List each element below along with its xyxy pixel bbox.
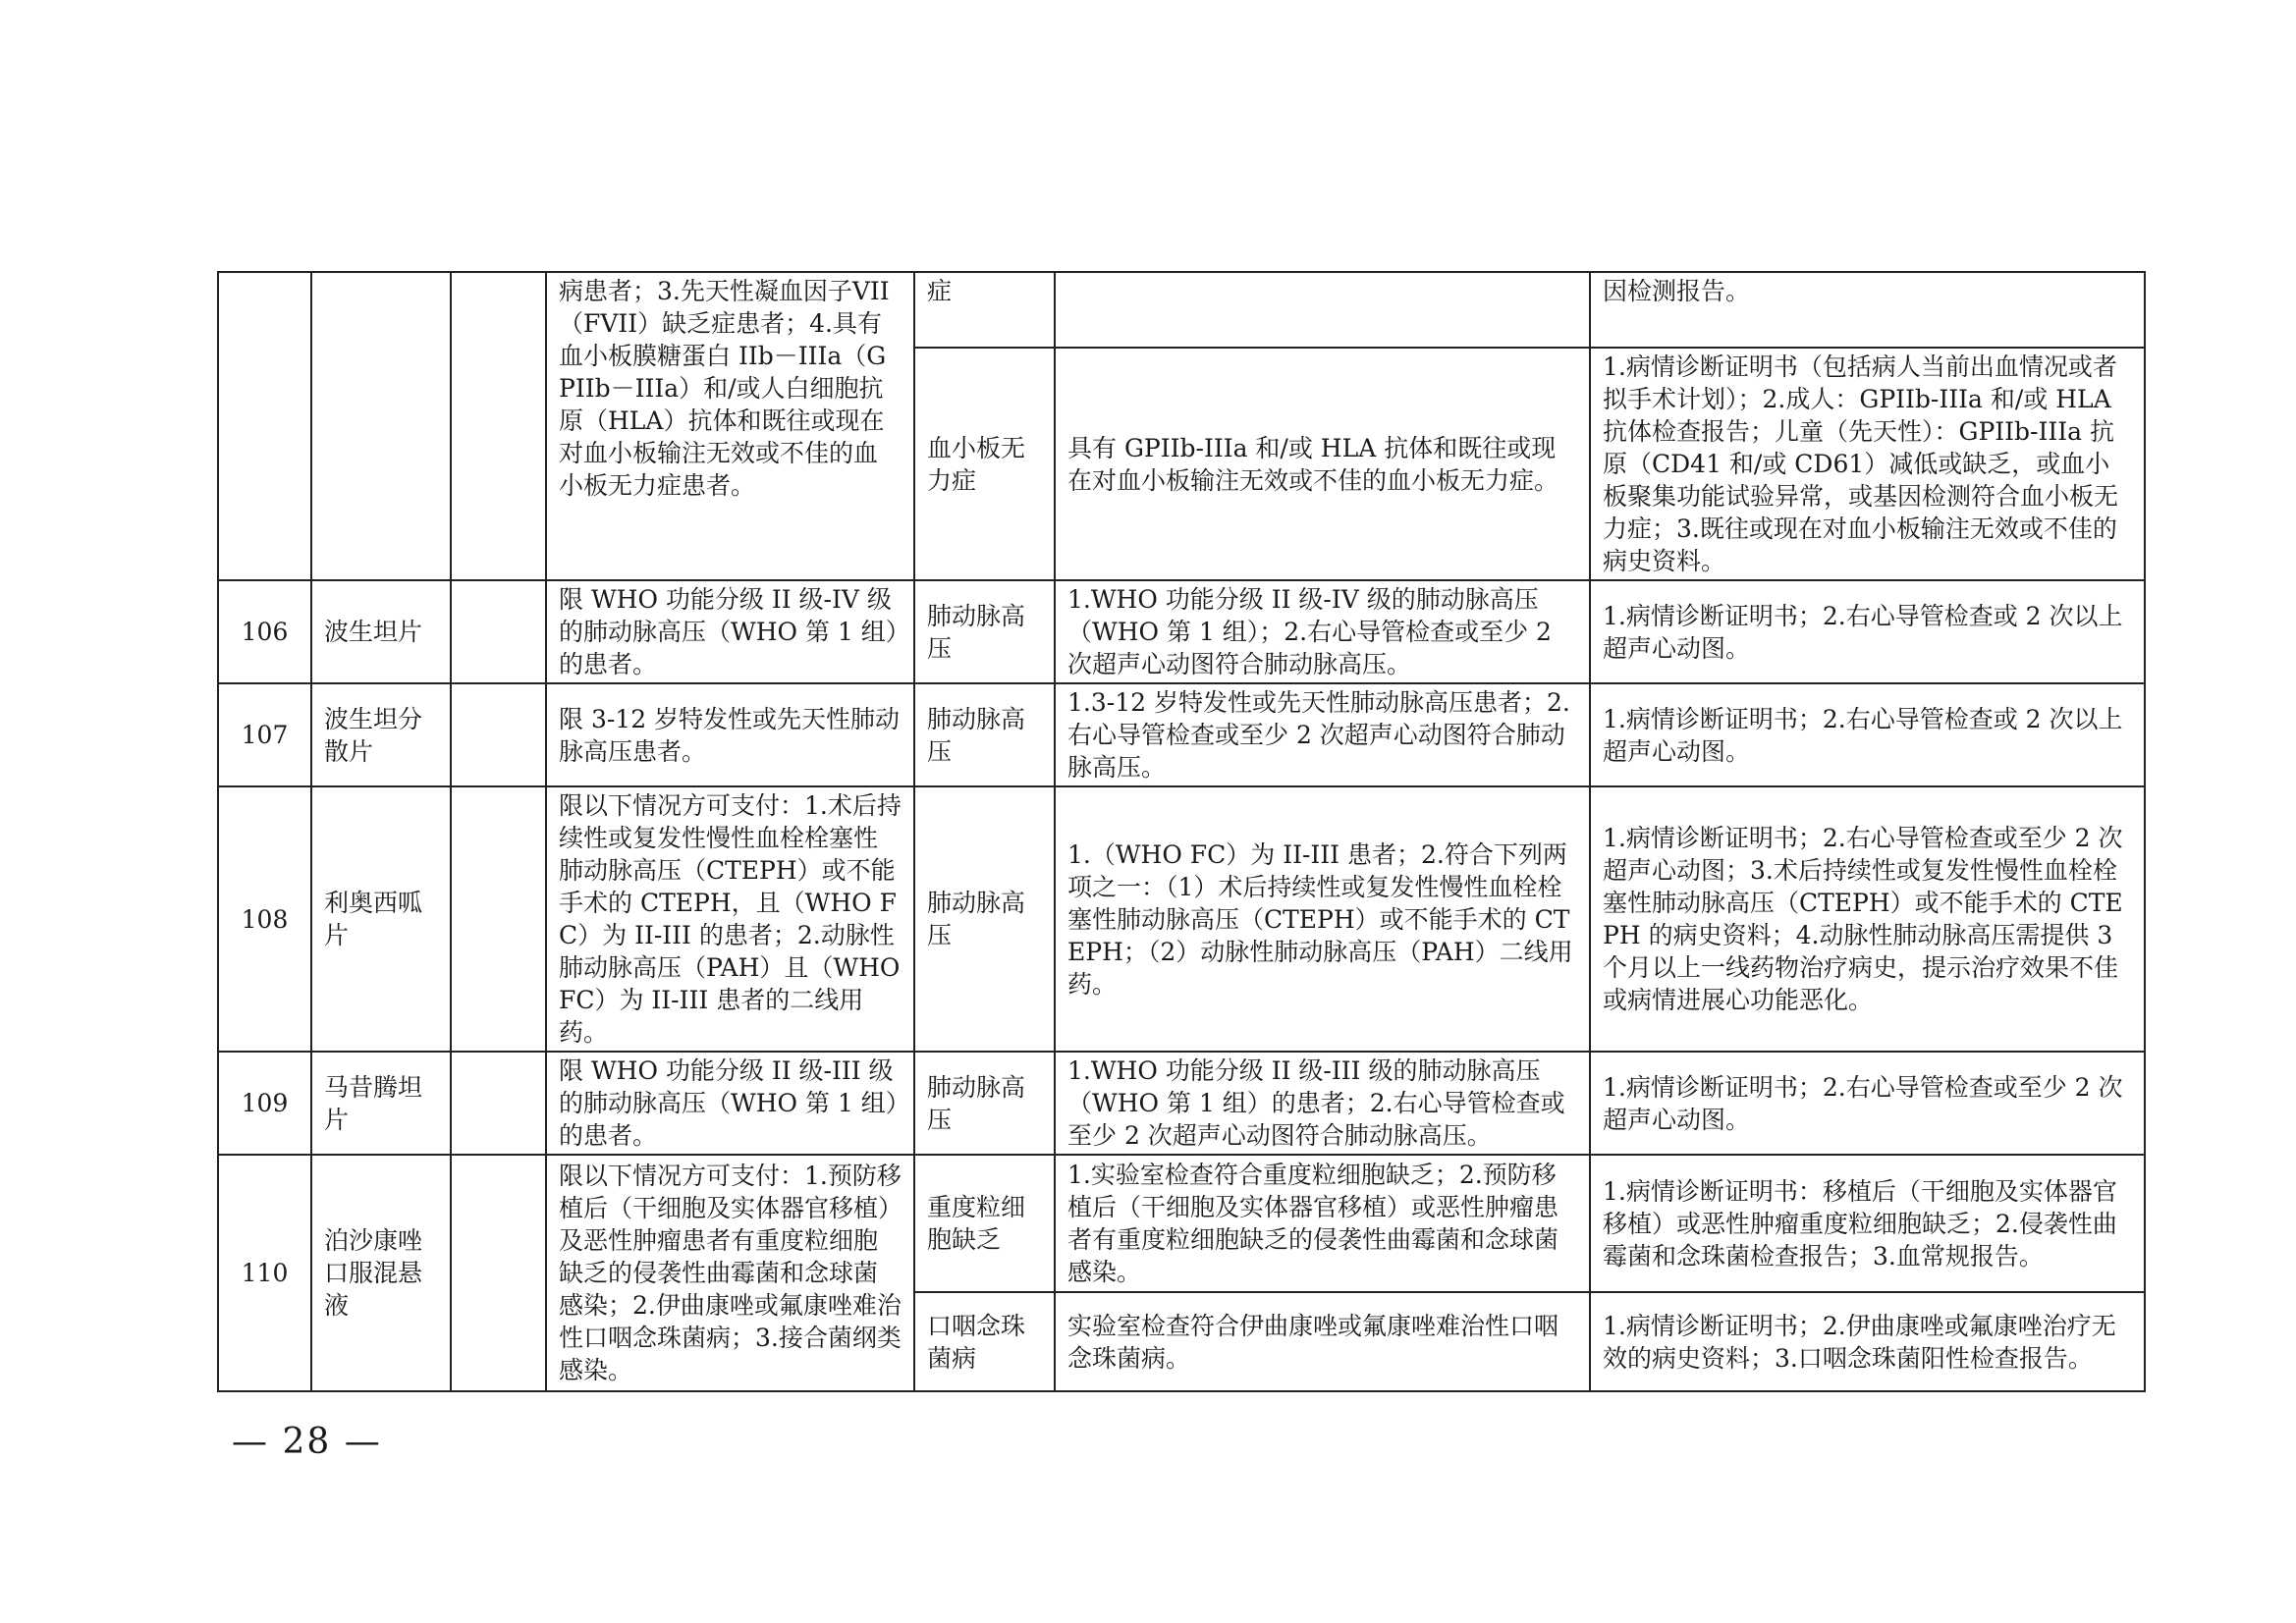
criteria-cell: 1.WHO 功能分级 II 级-III 级的肺动脉高压（WHO 第 1 组）的患者；2.右心导管检查或至少 2 次超声心动图符合肺动脉高压。 (1055, 1052, 1590, 1155)
drug-name-cell: 利奥西呱片 (311, 786, 451, 1052)
row-number-cell: 106 (218, 580, 311, 683)
row-number-cell: 109 (218, 1052, 311, 1155)
page-number: — 28 — (232, 1422, 382, 1462)
code-cell (451, 272, 546, 580)
table-row (218, 683, 2145, 786)
indication-cell: 限 WHO 功能分级 II 级-III 级的肺动脉高压（WHO 第 1 组）的患者。 (546, 1052, 914, 1155)
disease-cell: 症 (914, 272, 1055, 348)
table-row (218, 1052, 2145, 1155)
indication-cell: 限以下情况方可支付：1.预防移植后（干细胞及实体器官移植）及恶性肿瘤患者有重度粒细胞缺乏的侵袭性曲霉菌和念球菌感染；2.伊曲康唑或氟康唑难治性口咽念珠菌病；3.接合菌纲类感染。 (546, 1155, 914, 1391)
disease-cell: 口咽念珠菌病 (914, 1292, 1055, 1391)
disease-cell: 肺动脉高压 (914, 580, 1055, 683)
indication-cell: 限 3-12 岁特发性或先天性肺动脉高压患者。 (546, 683, 914, 786)
materials-cell: 1.病情诊断证明书；2.伊曲康唑或氟康唑治疗无效的病史资料；3.口咽念珠菌阳性检查报告。 (1590, 1292, 2145, 1391)
row-number-cell: 108 (218, 786, 311, 1052)
code-cell (451, 1052, 546, 1155)
code-cell (451, 683, 546, 786)
row-number-cell (218, 272, 311, 580)
disease-cell: 肺动脉高压 (914, 1052, 1055, 1155)
materials-cell: 1.病情诊断证明书（包括病人当前出血情况或者拟手术计划）；2.成人：GPIIb-IIIa 和/或 HLA 抗体检查报告；儿童（先天性）：GPIIb-IIIa 抗原（CD41 和/或 CD61）减低或缺乏，或血小板聚集功能试验异常，或基因检测符合血小板无力症；3.既往或现在对血小板输注无效或不佳的病史资料。 (1590, 348, 2145, 580)
indication-cell: 限 WHO 功能分级 II 级-IV 级的肺动脉高压（WHO 第 1 组）的患者。 (546, 580, 914, 683)
drug-name-cell: 波生坦片 (311, 580, 451, 683)
criteria-cell: 具有 GPIIb-IIIa 和/或 HLA 抗体和既往或现在对血小板输注无效或不佳的血小板无力症。 (1055, 348, 1590, 580)
materials-cell: 1.病情诊断证明书；2.右心导管检查或 2 次以上超声心动图。 (1590, 683, 2145, 786)
indication-cell: 限以下情况方可支付：1.术后持续性或复发性慢性血栓栓塞性肺动脉高压（CTEPH）或不能手术的 CTEPH，且（WHO FC）为 II-III 的患者；2.动脉性肺动脉高压（PAH）且（WHO FC）为 II-III 患者的二线用药。 (546, 786, 914, 1052)
materials-cell: 1.病情诊断证明书；2.右心导管检查或至少 2 次超声心动图；3.术后持续性或复发性慢性血栓栓塞性肺动脉高压（CTEPH）或不能手术的 CTEPH 的病史资料；4.动脉性肺动脉高压需提供 3 个月以上一线药物治疗病史，提示治疗效果不佳或病情进展心功能恶化。 (1590, 786, 2145, 1052)
disease-cell: 重度粒细胞缺乏 (914, 1155, 1055, 1292)
row-number-cell: 107 (218, 683, 311, 786)
code-cell (451, 1155, 546, 1391)
materials-cell: 1.病情诊断证明书：移植后（干细胞及实体器官移植）或恶性肿瘤重度粒细胞缺乏；2.侵袭性曲霉菌和念珠菌检查报告；3.血常规报告。 (1590, 1155, 2145, 1292)
indication-cell: 病患者；3.先天性凝血因子VII（FVII）缺乏症患者；4.具有血小板膜糖蛋白 IIb－IIIa（GPIIb－IIIa）和/或人白细胞抗原（HLA）抗体和既往或现在对血小板输注无效或不佳的血小板无力症患者。 (546, 272, 914, 580)
materials-cell: 1.病情诊断证明书；2.右心导管检查或至少 2 次超声心动图。 (1590, 1052, 2145, 1155)
criteria-cell (1055, 272, 1590, 348)
table-row (218, 1155, 2145, 1292)
disease-cell: 血小板无力症 (914, 348, 1055, 580)
disease-cell: 肺动脉高压 (914, 683, 1055, 786)
drug-name-cell: 波生坦分散片 (311, 683, 451, 786)
drug-criteria-table (217, 271, 2146, 1392)
criteria-cell: 1.实验室检查符合重度粒细胞缺乏；2.预防移植后（干细胞及实体器官移植）或恶性肿瘤患者有重度粒细胞缺乏的侵袭性曲霉菌和念球菌感染。 (1055, 1155, 1590, 1292)
code-cell (451, 580, 546, 683)
disease-cell: 肺动脉高压 (914, 786, 1055, 1052)
drug-name-cell: 泊沙康唑口服混悬液 (311, 1155, 451, 1391)
criteria-cell: 实验室检查符合伊曲康唑或氟康唑难治性口咽念珠菌病。 (1055, 1292, 1590, 1391)
table-row (218, 786, 2145, 1052)
row-number-cell: 110 (218, 1155, 311, 1391)
drug-name-cell: 马昔腾坦片 (311, 1052, 451, 1155)
criteria-cell: 1.WHO 功能分级 II 级-IV 级的肺动脉高压（WHO 第 1 组）；2.右心导管检查或至少 2 次超声心动图符合肺动脉高压。 (1055, 580, 1590, 683)
materials-cell: 因检测报告。 (1590, 272, 2145, 348)
table-row (218, 580, 2145, 683)
table-row (218, 272, 2145, 348)
criteria-cell: 1.（WHO FC）为 II-III 患者；2.符合下列两项之一：（1）术后持续性或复发性慢性血栓栓塞性肺动脉高压（CTEPH）或不能手术的 CTEPH；（2）动脉性肺动脉高压（PAH）二线用药。 (1055, 786, 1590, 1052)
code-cell (451, 786, 546, 1052)
criteria-cell: 1.3-12 岁特发性或先天性肺动脉高压患者；2.右心导管检查或至少 2 次超声心动图符合肺动脉高压。 (1055, 683, 1590, 786)
materials-cell: 1.病情诊断证明书；2.右心导管检查或 2 次以上超声心动图。 (1590, 580, 2145, 683)
drug-name-cell (311, 272, 451, 580)
